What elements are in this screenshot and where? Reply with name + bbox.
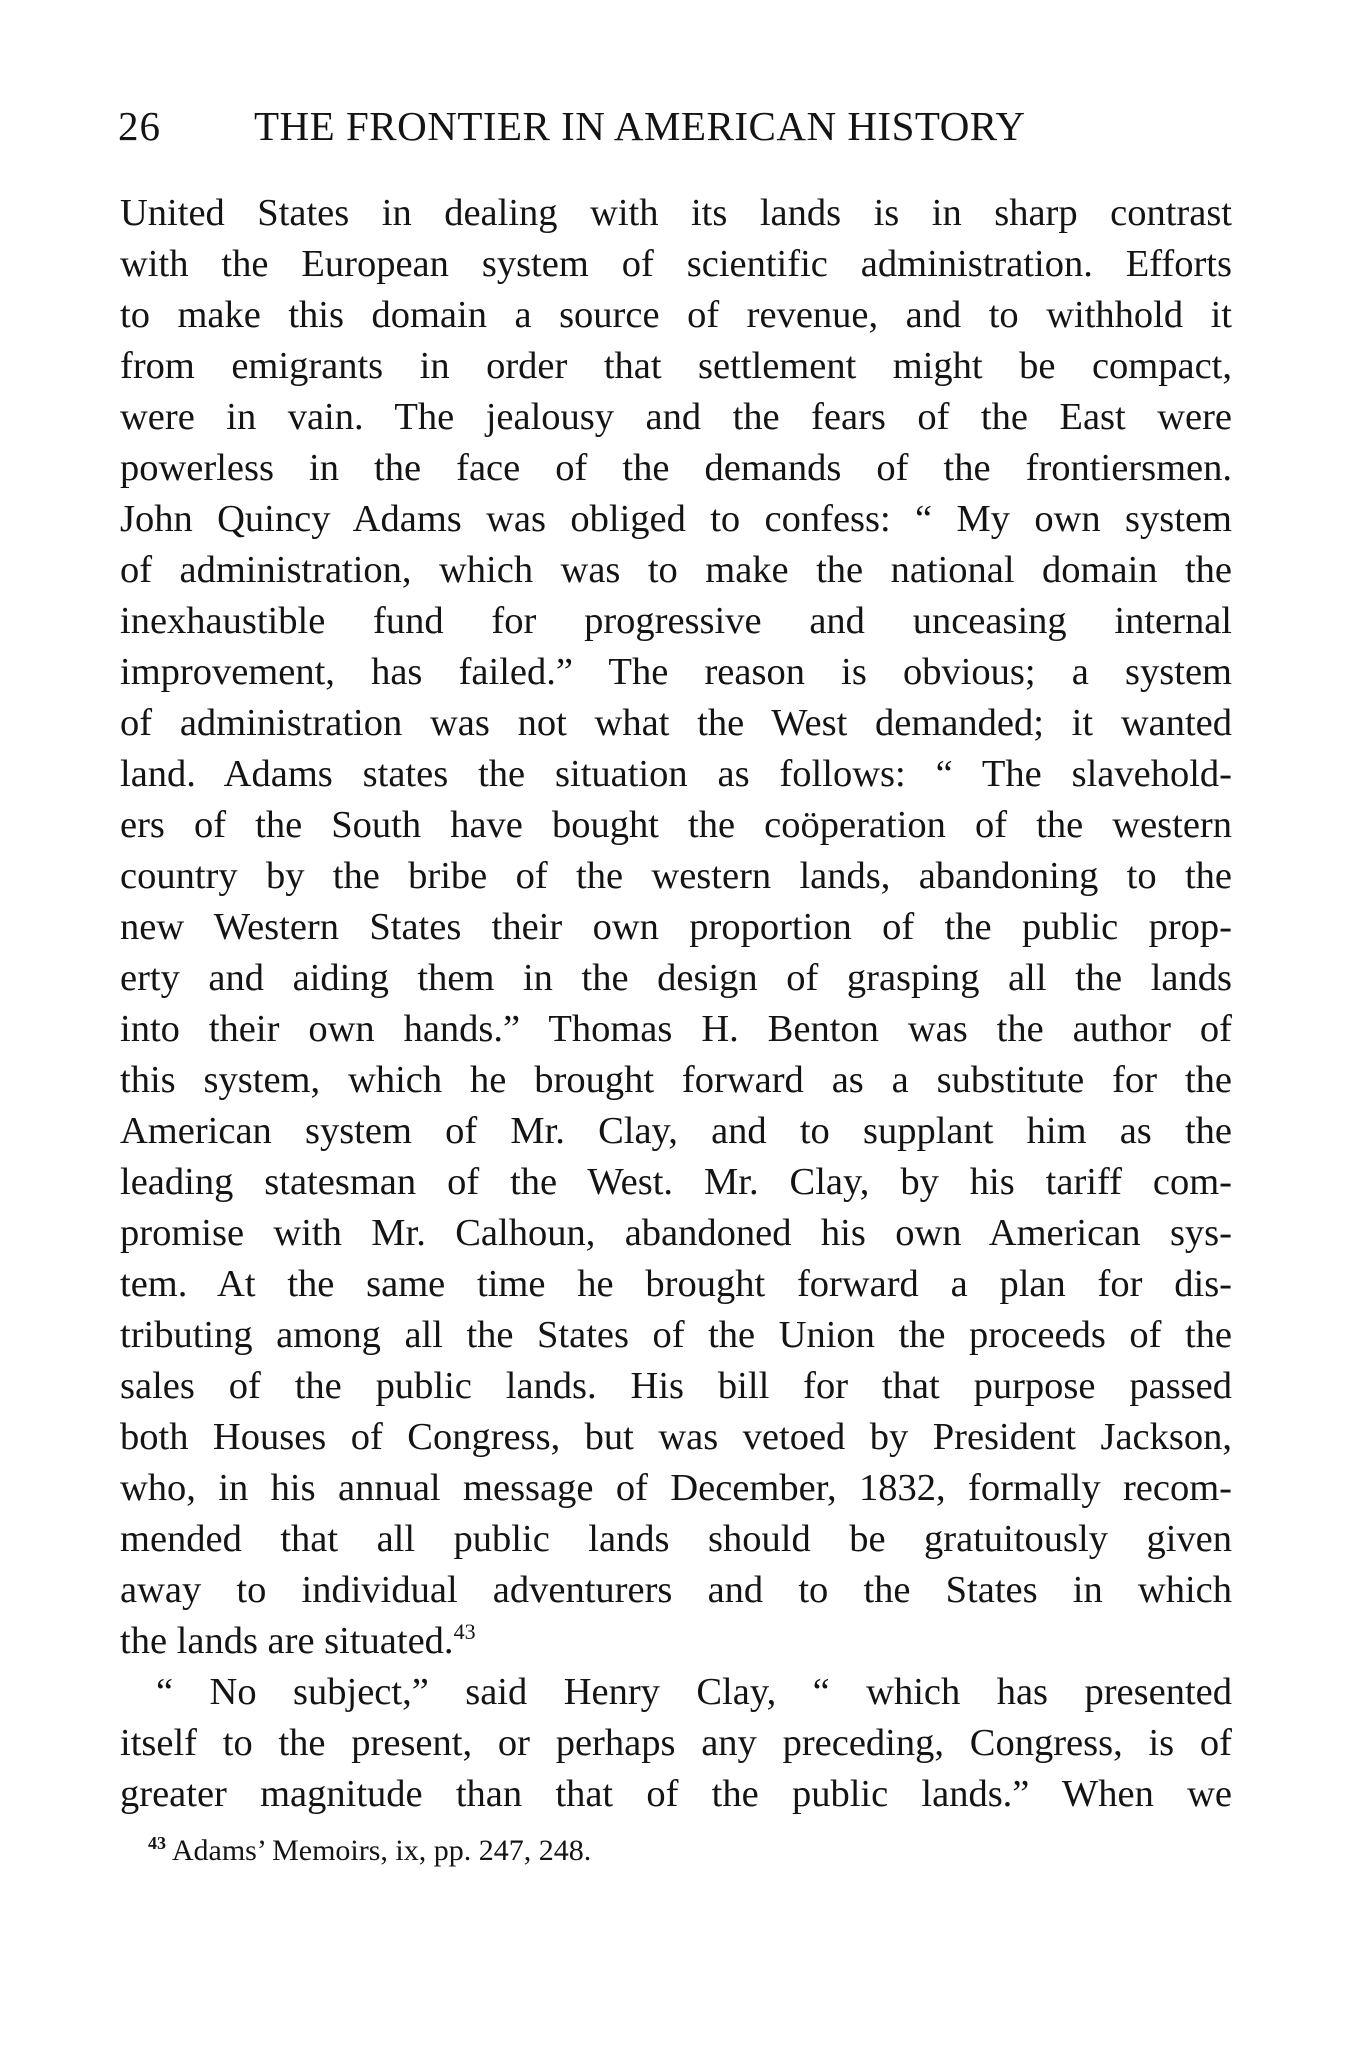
footnote-marker: 43 (148, 1833, 166, 1853)
text-line: United States in dealing with its lands is in sharp contrast (120, 192, 1232, 234)
text-line: new Western States their own proportion of the public prop- (120, 906, 1232, 948)
text-line: who, in his annual message of December, 1832, formally recom- (120, 1467, 1232, 1509)
text-line: promise with Mr. Calhoun, abandoned his own American sys- (120, 1212, 1232, 1254)
text-line: powerless in the face of the demands of the frontiersmen. (120, 447, 1232, 489)
text-line-last (120, 1616, 1232, 1667)
footnote-reference[interactable]: 43 (453, 1619, 476, 1645)
text-line: “ No subject,” said Henry Clay, “ which has presented (156, 1671, 1232, 1713)
text-line: improvement, has failed.” The reason is obvious; a system (120, 651, 1232, 693)
page-number: 26 (118, 103, 161, 149)
text-line: to make this domain a source of revenue, and to withhold it (120, 294, 1232, 336)
book-title: THE FRONTIER IN AMERICAN HISTORY (254, 103, 1026, 149)
text-line: itself to the present, or perhaps any preceding, Congress, is of (120, 1722, 1232, 1764)
text-line: land. Adams states the situation as follows: “ The slavehold- (120, 753, 1232, 795)
text-line: were in vain. The jealousy and the fears of the East were (120, 396, 1232, 438)
text-line: with the European system of scientific administration. Efforts (120, 243, 1232, 285)
text-line: of administration was not what the West demanded; it wanted (120, 702, 1232, 744)
text-line: from emigrants in order that settlement might be compact, (120, 345, 1232, 387)
text-line: American system of Mr. Clay, and to supplant him as the (120, 1110, 1232, 1152)
text-line: into their own hands.” Thomas H. Benton was the author of (120, 1008, 1232, 1050)
text-line: tem. At the same time he brought forward a plan for dis- (120, 1263, 1232, 1305)
text-line: away to individual adventurers and to the States in which (120, 1569, 1232, 1611)
text-line: this system, which he brought forward as a substitute for the (120, 1059, 1232, 1101)
footnote (148, 1830, 591, 1872)
text-line: ers of the South have bought the coöperation of the western (120, 804, 1232, 846)
text-line: John Quincy Adams was obliged to confess: “ My own system (120, 498, 1232, 540)
text-line: mended that all public lands should be gratuitously given (120, 1518, 1232, 1560)
text-line: erty and aiding them in the design of grasping all the lands (120, 957, 1232, 999)
text-line: inexhaustible fund for progressive and unceasing internal (120, 600, 1232, 642)
running-head (118, 96, 1248, 156)
text-line: leading statesman of the West. Mr. Clay, by his tariff com- (120, 1161, 1232, 1203)
footnote-text: Adams’ Memoirs, ix, pp. 247, 248. (166, 1834, 592, 1867)
text-line: greater magnitude than that of the public lands.” When we (120, 1773, 1232, 1815)
text-line: of administration, which was to make the national domain the (120, 549, 1232, 591)
text-line: country by the bribe of the western lands, abandoning to the (120, 855, 1232, 897)
text-line-content: the lands are situated. (120, 1620, 454, 1662)
text-line: both Houses of Congress, but was vetoed by President Jackson, (120, 1416, 1232, 1458)
text-line: sales of the public lands. His bill for that purpose passed (120, 1365, 1232, 1407)
text-line: tributing among all the States of the Union the proceeds of the (120, 1314, 1232, 1356)
body-text (120, 188, 1232, 1820)
